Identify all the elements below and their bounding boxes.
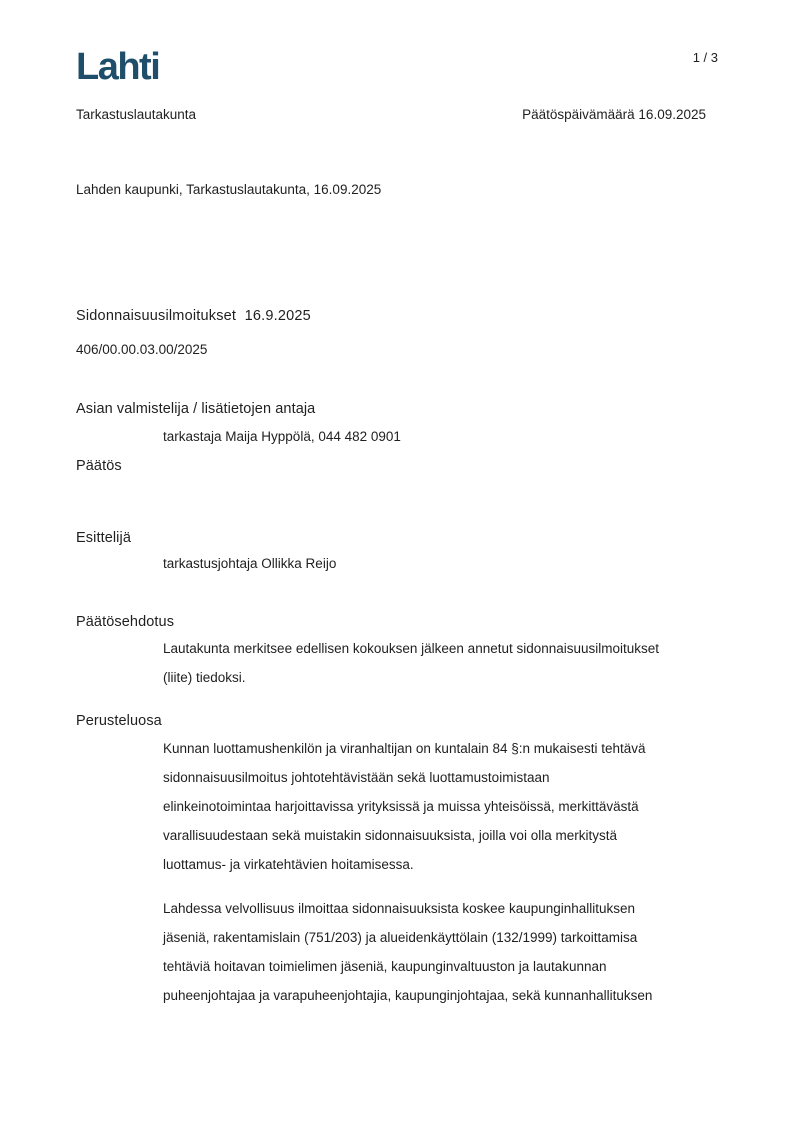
presenter-heading: Esittelijä xyxy=(76,530,131,546)
committee-name: Tarkastuslautakunta xyxy=(76,107,197,122)
rationale-line: puheenjohtajaa ja varapuheenjohtajia, kaupunginjohtajaa, sekä kunnanhallituksen xyxy=(163,988,653,1003)
rationale-line: tehtäviä hoitavan toimielimen jäseniä, kaupunginvaltuuston ja lautakunnan xyxy=(163,959,607,974)
meeting-line: Lahden kaupunki, Tarkastuslautakunta, 16.09.2025 xyxy=(76,182,382,197)
rationale-line: Kunnan luottamushenkilön ja viranhaltijan on kuntalain 84 §:n mukaisesti tehtävä xyxy=(163,741,646,756)
rationale-line: sidonnaisuusilmoitus johtotehtävistään sekä luottamustoimistaan xyxy=(163,770,550,785)
proposal-heading: Päätösehdotus xyxy=(76,614,175,630)
rationale-line: jäseniä, rakentamislain (751/203) ja alueidenkäyttölain (132/1999) tarkoittamisa xyxy=(163,930,638,945)
proposal-line: Lautakunta merkitsee edellisen kokouksen jälkeen annetut sidonnaisuusilmoitukset xyxy=(163,641,660,656)
decision-date: Päätöspäivämäärä 16.09.2025 xyxy=(522,107,706,122)
rationale-line: varallisuudestaan sekä muistakin sidonnaisuuksista, joilla voi olla merkitystä xyxy=(163,828,617,843)
proposal-text xyxy=(163,634,723,692)
rationale-line: luottamus- ja virkatehtävien hoitamisessa. xyxy=(163,857,414,872)
rationale-heading: Perusteluosa xyxy=(76,713,162,729)
rationale-line: Lahdessa velvollisuus ilmoittaa sidonnaisuuksista koskee kaupunginhallituksen xyxy=(163,901,636,916)
presenter-value: tarkastusjohtaja Ollikka Reijo xyxy=(163,556,337,571)
page-number: 1 / 3 xyxy=(692,50,718,65)
rationale-paragraph-1 xyxy=(163,734,723,879)
proposal-line: (liite) tiedoksi. xyxy=(163,670,246,685)
lahti-logo xyxy=(76,46,168,82)
rationale-paragraph-2 xyxy=(163,894,723,1010)
decision-heading: Päätös xyxy=(76,458,122,474)
preparer-heading: Asian valmistelija / lisätietojen antaja xyxy=(76,401,316,417)
document-id: 406/00.00.03.00/2025 xyxy=(76,342,208,357)
preparer-value: tarkastaja Maija Hyppölä, 044 482 0901 xyxy=(163,429,401,444)
item-title: Sidonnaisuusilmoitukset 16.9.2025 xyxy=(76,308,311,324)
svg-text:Lahti: Lahti xyxy=(76,46,160,82)
rationale-line: elinkeinotoimintaa harjoittavissa yrityksissä ja muissa yhteisöissä, merkittävästä xyxy=(163,799,639,814)
